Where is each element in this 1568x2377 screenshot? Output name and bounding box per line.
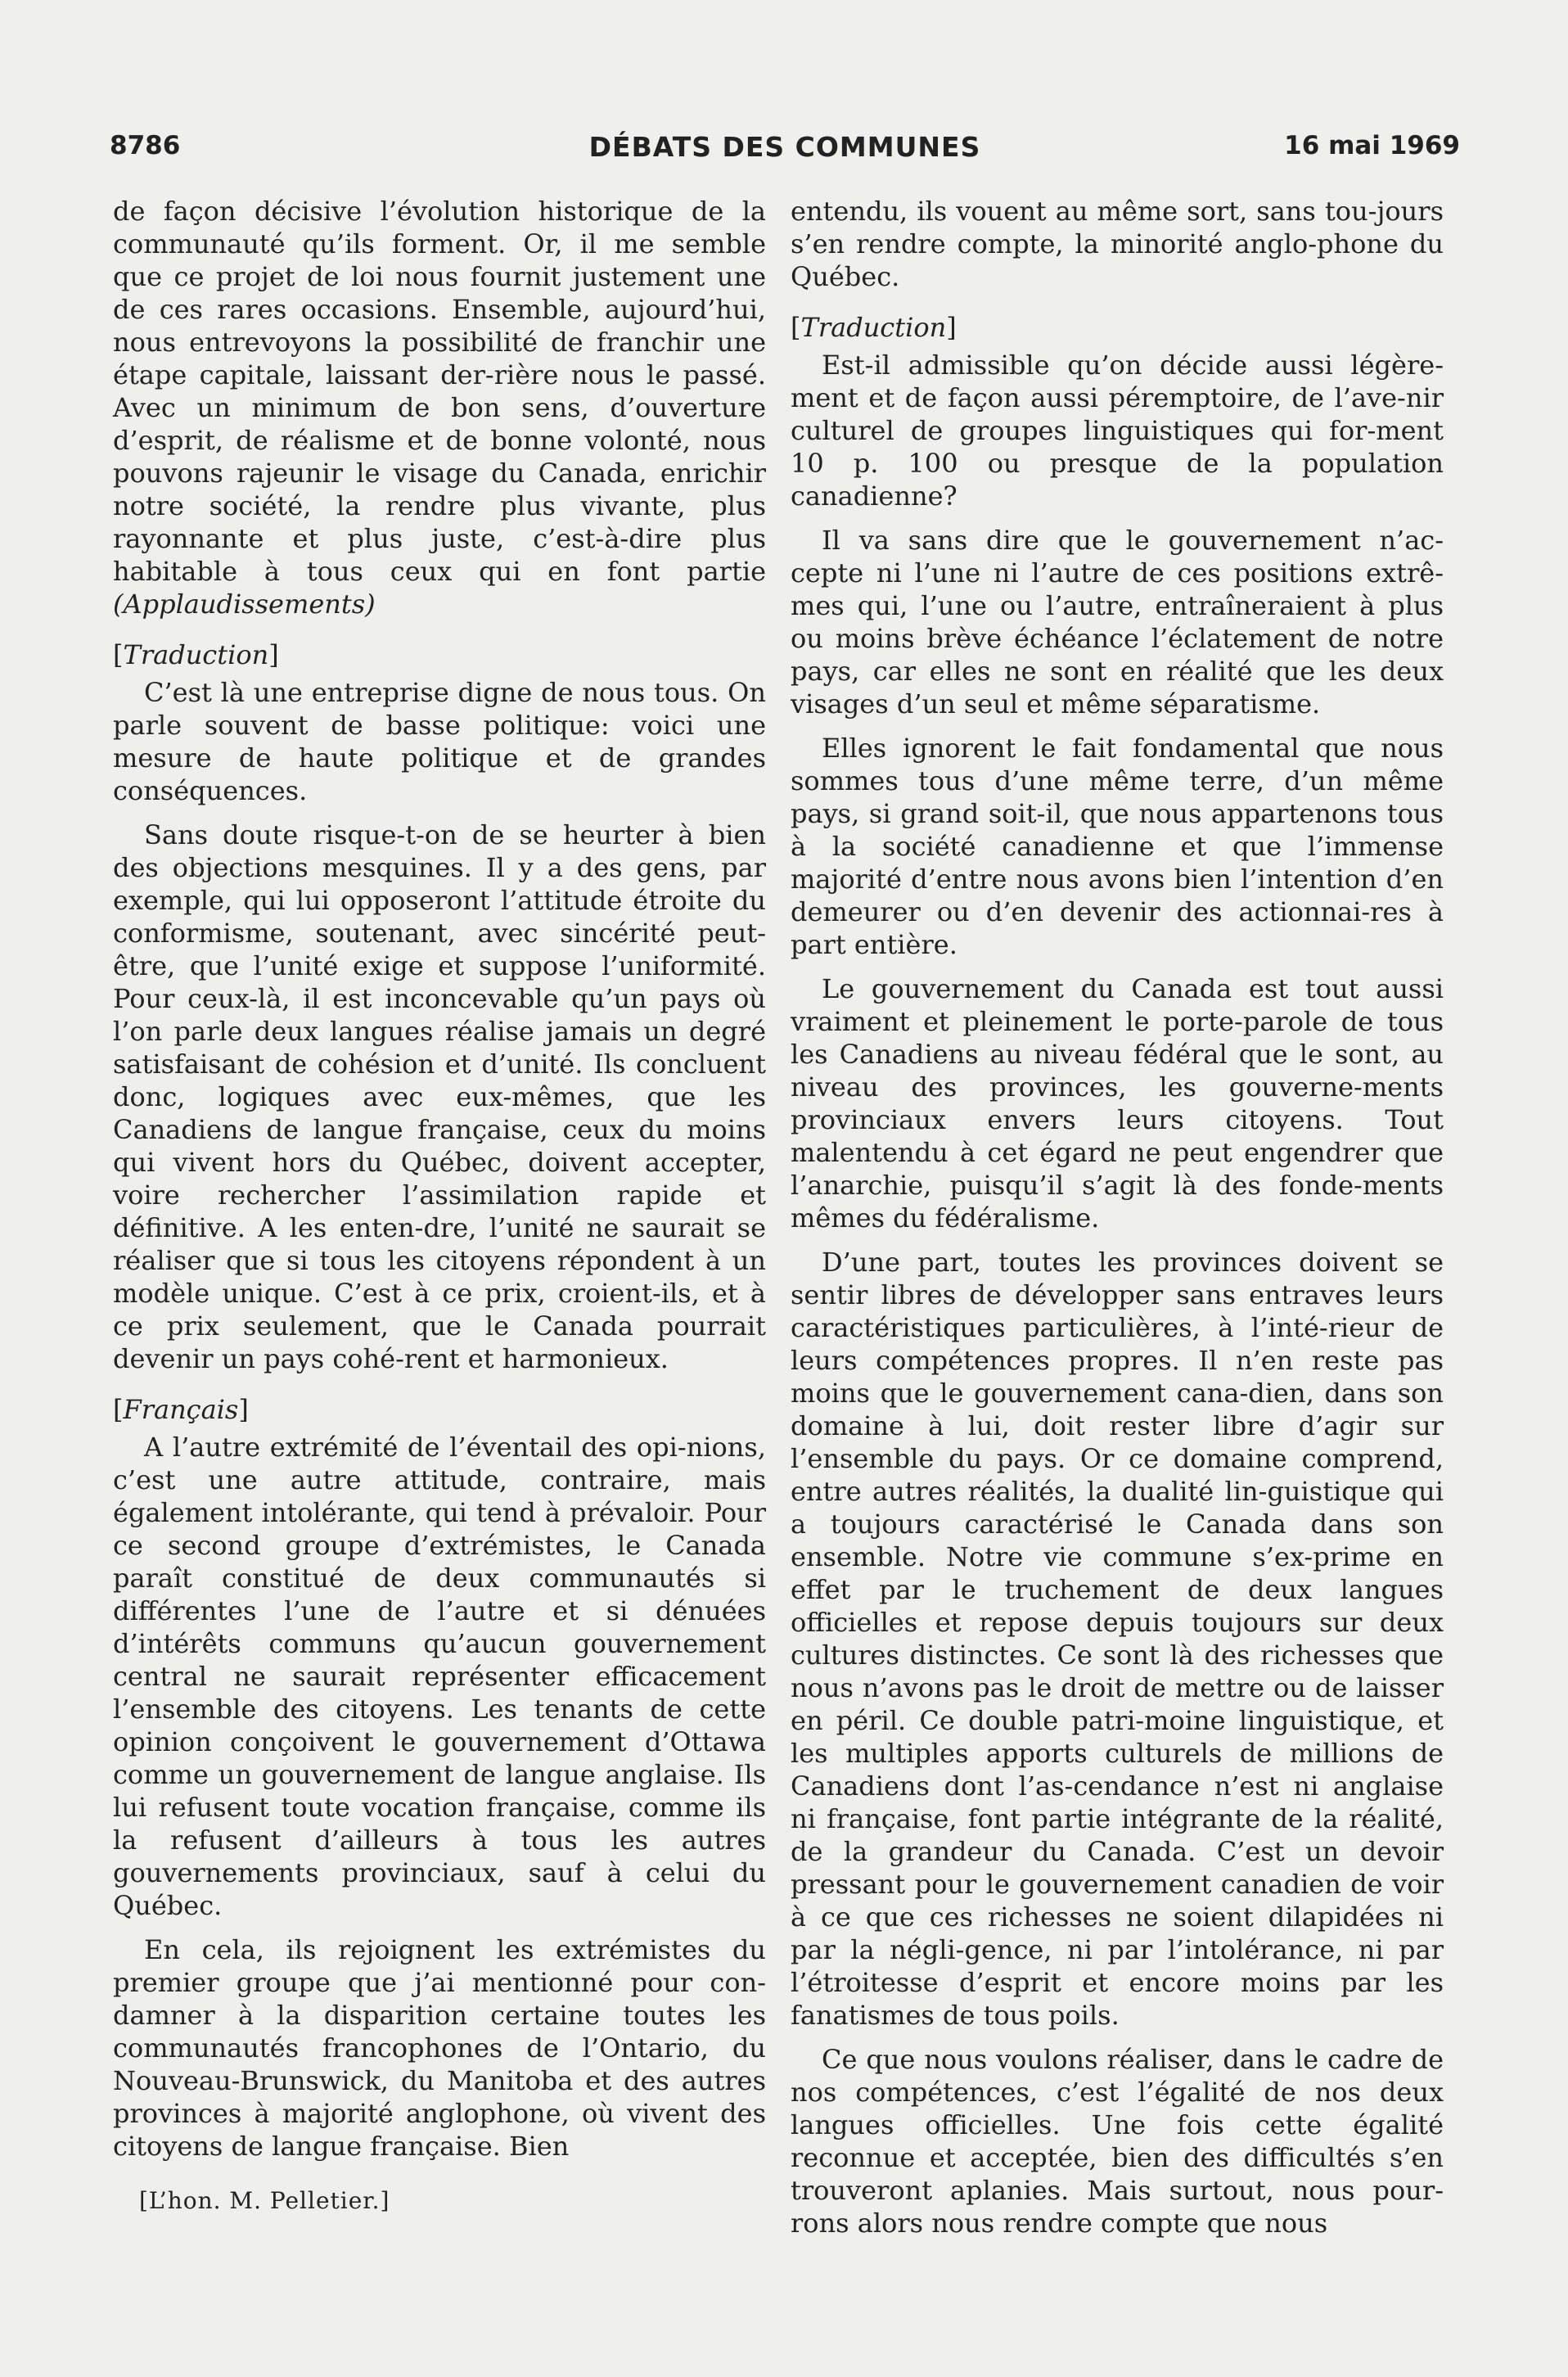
running-title: DÉBATS DES COMMUNES [588, 131, 981, 163]
section-label-traduction: [Traduction] [791, 312, 957, 343]
section-label-francais: [Français] [113, 1394, 249, 1425]
paragraph: A l’autre extrémité de l’éventail des opi-nions, c’est une autre attitude, contraire, mais également intolérante, qui tend à prévaloir. Pour ce second groupe d’extrémistes, le Canada paraît constitué de deux communautés si différentes l’une de l’autre et si dénuées d’intérêts communs qu’aucun gouvernement central ne saurait représenter efficacement l’ensemble des citoyens. Les tenants de cette opinion conçoivent le gouvernement d’Ottawa comme un gouvernement de langue anglaise. Ils lui refusent toute vocation française, comme ils la refusent d’ailleurs à tous les autres gouvernements provinciaux, sauf à celui du Québec. [113, 1432, 766, 1921]
paragraph: Est-il admissible qu’on décide aussi légère-ment et de façon aussi péremptoire, de l’ave-nir culturel de groupes linguistiques qui for-ment 10 p. 100 ou presque de la population canadienne? [791, 350, 1444, 512]
speaker-note: [L’hon. M. Pelletier.] [139, 2187, 390, 2214]
paragraph: En cela, ils rejoignent les extrémistes du premier groupe que j’ai mentionné pour con-damner à la disparition certaine toutes les communautés francophones de l’Ontario, du Nouveau-Brunswick, du Manitoba et des autres provinces à majorité anglophone, où vivent des citoyens de langue française. Bien [113, 1934, 766, 2162]
left-column [113, 195, 766, 2174]
paragraph-text: de façon décisive l’évolution historique de la communauté qu’ils forment. Or, il me semble que ce projet de loi nous fournit justement une de ces rares occasions. Ensemble, aujourd’hui, nous entrevoyons la possibilité de franchir une étape capitale, laissant der-rière nous le passé. Avec un minimum de bon sens, d’ouverture d’esprit, de réalisme et de bonne volonté, nous pouvons rajeunir le visage du Canada, enrichir notre société, la rendre plus vivante, plus rayonnante et plus juste, c’est-à-dire plus habitable à tous ceux qui en font partie [113, 196, 766, 587]
paragraph: entendu, ils vouent au même sort, sans tou-jours s’en rendre compte, la minorité anglo-phone du Québec. [791, 196, 1444, 292]
section-label-text: Traduction [800, 312, 947, 343]
section-label-traduction: [Traduction] [113, 639, 279, 670]
section-label-text: Français [123, 1394, 239, 1425]
paragraph: Il va sans dire que le gouvernement n’ac-cepte ni l’une ni l’autre de ces positions extrê-mes qui, l’une ou l’autre, entraîneraient à plus ou moins brève échéance l’éclatement de notre pays, car elles ne sont en réalité que les deux visages d’un seul et même séparatisme. [791, 525, 1444, 719]
paragraph: Ce que nous voulons réaliser, dans le cadre de nos compétences, c’est l’égalité de nos deux langues officielles. Une fois cette égalité reconnue et acceptée, bien des difficultés s’en trouveront aplanies. Mais surtout, nous pour-rons alors nous rendre compte que nous [791, 2044, 1444, 2239]
page-number: 8786 [110, 131, 181, 160]
right-column [791, 195, 1444, 2251]
paragraph: D’une part, toutes les provinces doivent se sentir libres de développer sans entraves leurs caractéristiques particulières, à l’inté-rieur de leurs compétences propres. Il n’en reste pas moins que le gouvernement cana-dien, dans son domaine à lui, doit rester libre d’agir sur l’ensemble du pays. Or ce domaine comprend, entre autres réalités, la dualité lin-guistique qui a toujours caractérisé le Canada dans son ensemble. Notre vie commune s’ex-prime en effet par le truchement de deux langues officielles et repose depuis toujours sur deux cultures distinctes. Ce sont là des richesses que nous n’avons pas le droit de mettre ou de laisser en péril. Ce double patri-moine linguistique, et les multiples apports culturels de millions de Canadiens dont l’as-cendance n’est ni anglaise ni française, font partie intégrante de la réalité, de la grandeur du Canada. C’est un devoir pressant pour le gouvernement canadien de voir à ce que ces richesses ne soient dilapidées ni par la négli-gence, ni par l’intolérance, ni par l’étroitesse d’esprit et encore moins par les fanatismes de tous poils. [791, 1247, 1444, 2031]
header-date: 16 mai 1969 [1284, 131, 1460, 160]
paragraph: C’est là une entreprise digne de nous tous. On parle souvent de basse politique: voici une mesure de haute politique et de grandes conséquences. [113, 677, 766, 806]
section-label-text: Traduction [123, 639, 269, 670]
paragraph: Sans doute risque-t-on de se heurter à bien des objections mesquines. Il y a des gens, par exemple, qui lui opposeront l’attitude étroite du conformisme, soutenant, avec sincérité peut-être, que l’unité exige et suppose l’uniformité. Pour ceux-là, il est inconcevable qu’un pays où l’on parle deux langues réalise jamais un degré satisfaisant de cohésion et d’unité. Ils concluent donc, logiques avec eux-mêmes, que les Canadiens de langue française, ceux du moins qui vivent hors du Québec, doivent accepter, voire rechercher l’assimilation rapide et définitive. A les enten-dre, l’unité ne saurait se réaliser que si tous les citoyens répondent à un modèle unique. C’est à ce prix, croient-ils, et à ce prix seulement, que le Canada pourrait devenir un pays cohé-rent et harmonieux. [113, 819, 766, 1374]
paragraph: Le gouvernement du Canada est tout aussi vraiment et pleinement le porte-parole de tous les Canadiens au niveau fédéral que le sont, au niveau des provinces, les gouverne-ments provinciaux envers leurs citoyens. Tout malentendu à cet égard ne peut engendrer que l’anarchie, puisqu’il s’agit là des fonde-ments mêmes du fédéralisme. [791, 973, 1444, 1234]
paragraph: Elles ignorent le fait fondamental que nous sommes tous d’une même terre, d’un même pays, si grand soit-il, que nous appartenons tous à la société canadienne et que l’immense majorité d’entre nous avons bien l’intention d’en demeurer ou d’en devenir des actionnai-res à part entière. [791, 733, 1444, 960]
applause-note: (Applaudissements) [113, 589, 376, 620]
paragraph [113, 195, 766, 620]
page-header [110, 131, 1460, 172]
